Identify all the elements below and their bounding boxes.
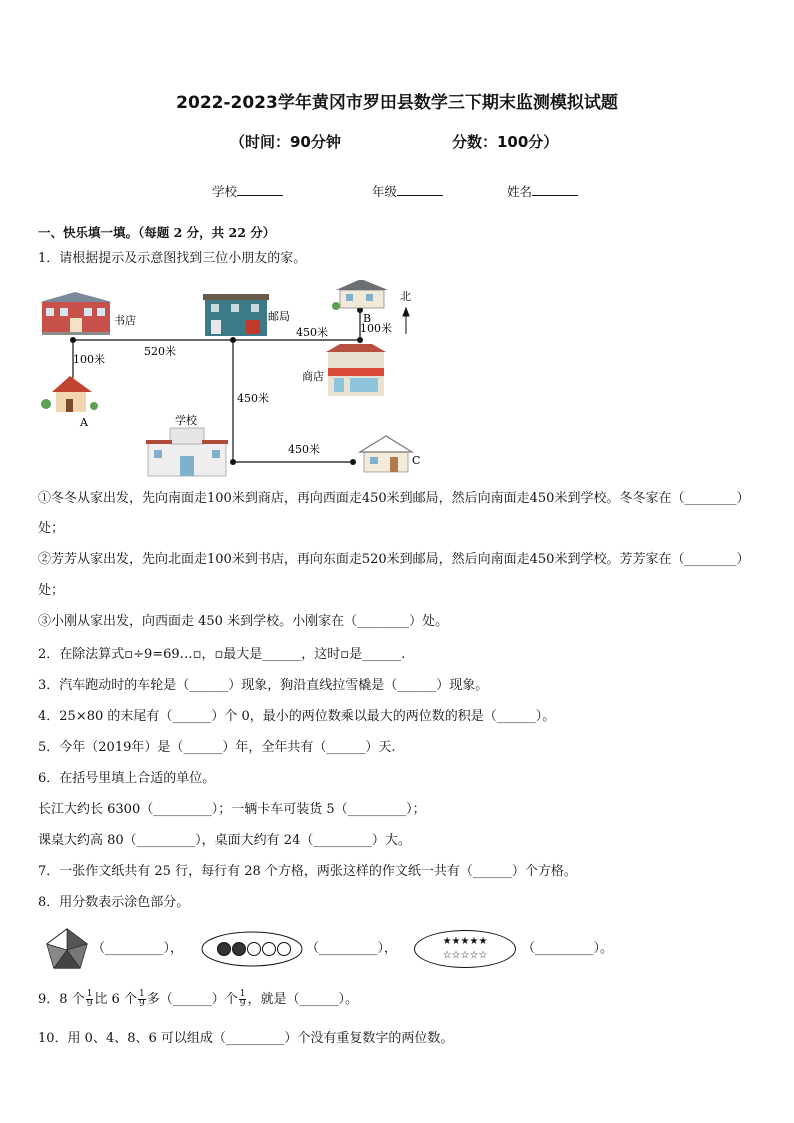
section-heading: 一、快乐填一填。（每题 2 分，共 22 分）: [38, 225, 276, 240]
name-label: 姓名: [507, 184, 533, 199]
fraction-one-ninth: [239, 990, 247, 1009]
label-dist-520: 520米: [144, 345, 176, 358]
fraction-numerator: 1: [239, 989, 246, 999]
label-dist-100-right: 100米: [360, 322, 392, 335]
fraction-numerator: 1: [138, 989, 145, 999]
name-field[interactable]: [507, 182, 578, 200]
question-1-stem: 1．请根据提示及示意图找到三位小朋友的家。: [38, 251, 307, 266]
question-1-part-2-tail: 处；: [38, 583, 65, 598]
bookstore-building: [40, 292, 112, 335]
grade-label: 年级: [372, 184, 398, 199]
fraction-denominator: 9: [86, 999, 93, 1009]
label-dist-450-bottom: 450米: [288, 443, 320, 456]
question-6-line-2: 课桌大约高 80（_________），桌面大约有 24（_________）大。: [38, 833, 411, 848]
fraction-one-ninth: [86, 990, 94, 1009]
question-3: 3．汽车跑动时的车轮是（______）现象，狗沿直线拉雪橇是（______）现象。: [38, 678, 489, 693]
question-5: 5．今年（2019年）是（______）年，全年共有（______）天.: [38, 740, 396, 755]
fraction-denominator: 9: [239, 999, 246, 1009]
label-b: B: [363, 312, 372, 325]
post-office-building: [203, 294, 269, 336]
north-arrow-icon: [403, 308, 409, 334]
question-1-part-2: ②芳芳从家出发，先向北面走100米到书店，再向东面走520米到邮局，然后向南面走450米到学校。芳芳家在（________）: [38, 552, 750, 567]
question-8-stem: 8．用分数表示涂色部分。: [38, 895, 190, 910]
question-8-blank-2: （_________），: [306, 941, 398, 956]
question-9-part-1: 9．8 个: [38, 992, 85, 1007]
question-9-part-4: ，就是（______）。: [247, 992, 358, 1007]
empty-stars: ☆☆☆☆☆: [442, 950, 488, 961]
school-label: 学校: [212, 184, 238, 199]
label-dist-450-mid: 450米: [237, 392, 269, 405]
question-6-stem: 6．在括号里填上合适的单位。: [38, 771, 216, 786]
school-building: [146, 428, 228, 476]
label-dist-100-left: 100米: [73, 353, 105, 366]
question-7: 7．一张作文纸共有 25 行，每行有 28 个方格，两张这样的作文纸一共有（______）个方格。: [38, 864, 577, 879]
question-10: 10．用 0、4、8、6 可以组成（_________）个没有重复数字的两位数。: [38, 1031, 454, 1046]
question-2: 2．在除法算式▫÷9=69…▫，▫最大是______，这时▫是______.: [38, 647, 406, 662]
school-field[interactable]: [212, 182, 283, 200]
question-9: [38, 990, 358, 1009]
house-a: [41, 376, 98, 412]
pentagon-figure: [44, 926, 90, 972]
question-1-part-1-tail: 处；: [38, 521, 65, 536]
question-8-blank-1: （_________），: [92, 941, 184, 956]
fraction-numerator: 1: [86, 989, 93, 999]
label-dist-450-top: 450米: [296, 326, 328, 339]
exam-time: （时间：90分钟: [230, 133, 341, 151]
question-8-blank-3: （_________）。: [522, 941, 614, 956]
label-a: A: [80, 416, 88, 429]
question-1-part-3: ③小刚从家出发，向西面走 450 米到学校。小刚家在（________）处。: [38, 614, 449, 629]
filled-stars: ★★★★★: [442, 936, 488, 947]
question-9-part-3: 多（______）个: [146, 992, 238, 1007]
page-title: 2022-2023学年黄冈市罗田县数学三下期末监测模拟试题: [176, 93, 618, 113]
stars-figure: [414, 930, 516, 968]
question-6-line-1: 长江大约长 6300（_________）；一辆卡车可装货 5（_________）；: [38, 802, 426, 817]
house-b: [332, 280, 388, 310]
map-diagram: [30, 280, 430, 480]
grade-field[interactable]: [372, 182, 443, 200]
fraction-denominator: 9: [138, 999, 145, 1009]
exam-score: 分数：100分）: [452, 133, 559, 151]
label-school: 学校: [175, 414, 197, 427]
circles-figure: [200, 930, 304, 968]
label-c: C: [412, 454, 421, 467]
fraction-one-ninth: [138, 990, 146, 1009]
label-shop: 商店: [302, 370, 324, 383]
house-c: [360, 436, 412, 472]
shop-building: [326, 344, 386, 396]
question-4: 4．25×80 的末尾有（______）个 0，最小的两位数乘以最大的两位数的积是（______）。: [38, 709, 556, 724]
label-bookstore: 书店: [114, 314, 136, 327]
question-9-part-2: 比 6 个: [94, 992, 137, 1007]
label-north: 北: [400, 290, 411, 303]
question-1-part-1: ①冬冬从家出发，先向南面走100米到商店，再向西面走450米到邮局，然后向南面走450米到学校。冬冬家在（________）: [38, 491, 750, 506]
label-post-office: 邮局: [268, 310, 290, 323]
